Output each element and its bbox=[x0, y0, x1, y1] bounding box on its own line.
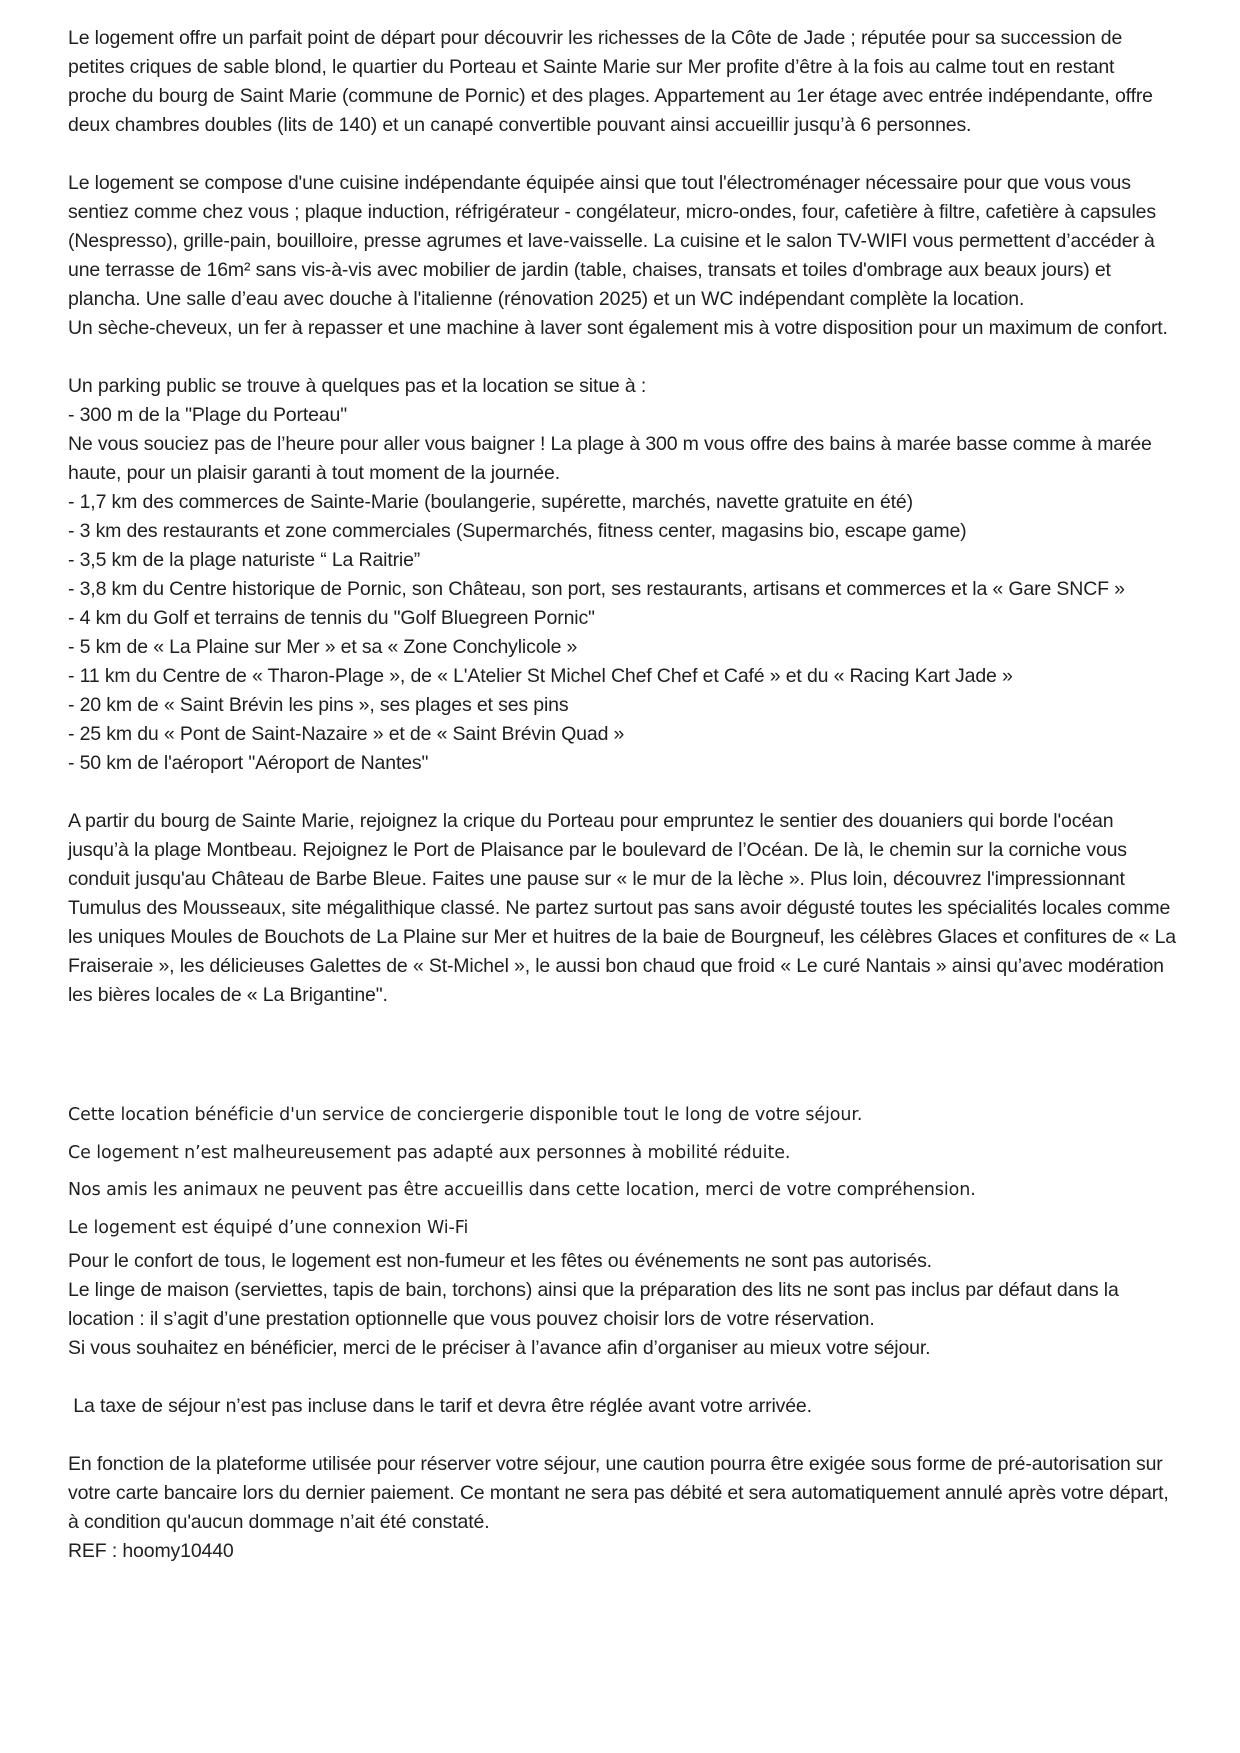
paragraph: Nos amis les animaux ne peuvent pas être accueillis dans cette location, merci de votre compréhension. bbox=[68, 1180, 976, 1200]
paragraph: Le logement se compose d'une cuisine indépendante équipée ainsi que tout l'électroménager nécessaire pour que vous vous sentiez comme chez vous ; plaque induction, réfrigérateur - congélateur, micro-ondes, four, cafetière à filtre, cafetière à capsules (Nespresso), grille-pain, bouilloire, presse agrumes et lave-vaisselle. La cuisine et le salon TV-WIFI vous permettent d’accéder à une terrasse de 16m² sans vis-à-vis avec mobilier de jardin (table, chaises, transats et toiles d'ombrage aux beaux jours) et plancha. Une salle d’eau avec douche à l'italienne (rénovation 2025) et un WC indépendant complète la location. bbox=[68, 172, 1162, 310]
paragraph: - 1,7 km des commerces de Sainte-Marie (boulangerie, supérette, marchés, navette gratuite en été) bbox=[68, 491, 913, 513]
paragraph: - 3,5 km de la plage naturiste “ La Raitrie” bbox=[68, 549, 421, 571]
paragraph-break bbox=[68, 778, 1178, 807]
paragraph: - 4 km du Golf et terrains de tennis du "Golf Bluegreen Pornic" bbox=[68, 607, 595, 629]
paragraph-break bbox=[68, 1068, 1178, 1097]
paragraph: - 5 km de « La Plaine sur Mer » et sa « Zone Conchylicole » bbox=[68, 636, 578, 658]
paragraph: En fonction de la plateforme utilisée pour réserver votre séjour, une caution pourra être exigée sous forme de pré-autorisation sur votre carte bancaire lors du dernier paiement. Ce montant ne sera pas débité et sera automatiquement annulé après votre départ, à condition qu'aucun dommage n’ait été constaté. bbox=[68, 1453, 1174, 1533]
paragraph: - 3,8 km du Centre historique de Pornic, son Château, son port, ses restaurants, artisans et commerces et la « Gare SNCF » bbox=[68, 578, 1125, 600]
paragraph-break bbox=[68, 1421, 1178, 1450]
paragraph: Un sèche-cheveux, un fer à repasser et une machine à laver sont également mis à votre disposition pour un maximum de confort. bbox=[68, 317, 1168, 339]
paragraph: - 20 km de « Saint Brévin les pins », ses plages et ses pins bbox=[68, 694, 569, 716]
paragraph: - 300 m de la "Plage du Porteau" bbox=[68, 404, 347, 426]
paragraph: - 3 km des restaurants et zone commerciales (Supermarchés, fitness center, magasins bio, escape game) bbox=[68, 520, 967, 542]
paragraph: La taxe de séjour n’est pas incluse dans le tarif et devra être réglée avant votre arrivée. bbox=[68, 1395, 812, 1417]
document-body bbox=[68, 24, 1182, 1566]
paragraph: Cette location bénéficie d'un service de conciergerie disponible tout le long de votre séjour. bbox=[68, 1105, 863, 1125]
paragraph: Un parking public se trouve à quelques pas et la location se situe à : bbox=[68, 375, 647, 397]
paragraph: - 50 km de l'aéroport "Aéroport de Nantes" bbox=[68, 752, 429, 774]
paragraph-break bbox=[68, 1010, 1178, 1039]
paragraph: - 25 km du « Pont de Saint-Nazaire » et de « Saint Brévin Quad » bbox=[68, 723, 625, 745]
paragraph-break bbox=[68, 140, 1178, 169]
paragraph: Le logement offre un parfait point de départ pour découvrir les richesses de la Côte de Jade ; réputée pour sa succession de petites criques de sable blond, le quartier du Porteau et Sainte Marie sur Mer profite d’être à la fois au calme tout en restant proche du bourg de Saint Marie (commune de Pornic) et des plages. Appartement au 1er étage avec entrée indépendante, offre deux chambres doubles (lits de 140) et un canapé convertible pouvant ainsi accueillir jusqu’à 6 personnes. bbox=[68, 27, 1159, 136]
paragraph: REF : hoomy10440 bbox=[68, 1540, 234, 1562]
paragraph: Ce logement n’est malheureusement pas adapté aux personnes à mobilité réduite. bbox=[68, 1142, 791, 1163]
paragraph-break bbox=[68, 1363, 1178, 1392]
paragraph: Si vous souhaitez en bénéficier, merci de le préciser à l’avance afin d’organiser au mieux votre séjour. bbox=[68, 1337, 931, 1359]
paragraph: Le logement est équipé d’une connexion Wi-Fi bbox=[68, 1217, 469, 1238]
paragraph: Ne vous souciez pas de l’heure pour aller vous baigner ! La plage à 300 m vous offre des bains à marée basse comme à marée haute, pour un plaisir garanti à tout moment de la journée. bbox=[68, 433, 1157, 484]
paragraph: - 11 km du Centre de « Tharon-Plage », de « L'Atelier St Michel Chef Chef et Café » et du « Racing Kart Jade » bbox=[68, 665, 1013, 687]
paragraph-break bbox=[68, 343, 1178, 372]
paragraph: Le linge de maison (serviettes, tapis de bain, torchons) ainsi que la préparation des lits ne sont pas inclus par défaut dans la location : il s’agit d’une prestation optionnelle que vous pouvez choisir lors de votre réservation. bbox=[68, 1279, 1124, 1330]
paragraph-break bbox=[68, 1039, 1178, 1068]
paragraph: Pour le confort de tous, le logement est non-fumeur et les fêtes ou événements ne sont pas autorisés. bbox=[68, 1250, 932, 1272]
paragraph: A partir du bourg de Sainte Marie, rejoignez la crique du Porteau pour empruntez le sentier des douaniers qui borde l'océan jusqu’à la plage Montbeau. Rejoignez le Port de Plaisance par le boulevard de l’Océan. De là, le chemin sur la corniche vous conduit jusqu'au Château de Barbe Bleue. Faites une pause sur « le mur de la lèche ». Plus loin, découvrez l'impressionnant Tumulus des Mousseaux, site mégalithique classé. Ne partez surtout pas sans avoir dégusté toutes les spécialités locales comme les uniques Moules de Bouchots de La Plaine sur Mer et huitres de la baie de Bourgneuf, les célèbres Glaces et confitures de « La Fraiseraie », les délicieuses Galettes de « St-Michel », le aussi bon chaud que froid « Le curé Nantais » ainsi qu’avec modération les bières locales de « La Brigantine". bbox=[68, 810, 1182, 1006]
